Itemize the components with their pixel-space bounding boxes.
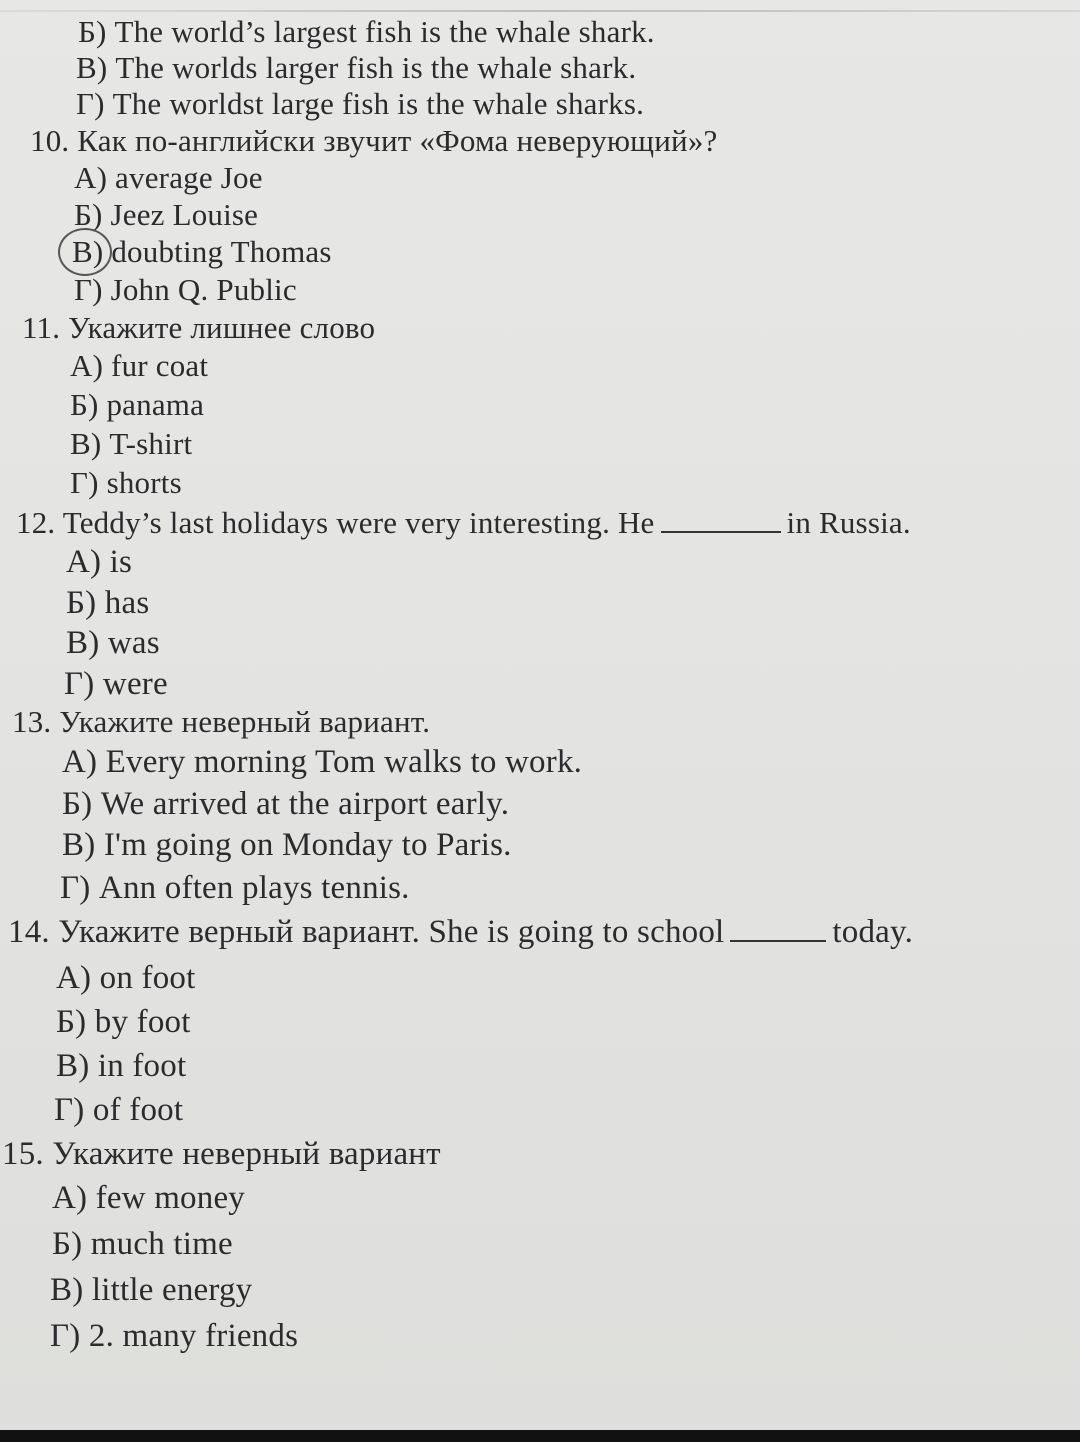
option-line: А) fur coat [70, 348, 209, 383]
answer-blank [730, 910, 826, 942]
option-line: А) is [66, 544, 133, 580]
option-line: В) T-shirt [70, 426, 193, 461]
option-line: Г) of foot [54, 1092, 184, 1128]
option-line: Б) The world’s largest fish is the whale shark. [78, 14, 655, 49]
option-line: Б) We arrived at the airport early. [62, 786, 510, 822]
question-12-text: 12. Teddy’s last holidays were very interesting. He [16, 505, 655, 540]
option-line: Б) Jeez Louise [74, 197, 259, 232]
option-line: Г) were [64, 666, 168, 702]
option-line: Б) by foot [56, 1004, 191, 1040]
question-10: 10. Как по-английски звучит «Фома неверующий»? [30, 123, 718, 158]
option-line: Б) panama [70, 387, 205, 422]
question-14 [8, 910, 913, 950]
option-line: А) few money [52, 1180, 246, 1216]
option-line: Б) much time [52, 1226, 233, 1262]
option-line: Г) John Q. Public [74, 272, 297, 307]
option-line: Г) shorts [70, 465, 182, 500]
photo-bottom-border [0, 1430, 1080, 1442]
question-15: 15. Укажите неверный вариант [2, 1136, 441, 1172]
option-line: Б) has [66, 585, 150, 621]
option-line: Г) The worldst large fish is the whale sharks. [76, 86, 645, 121]
question-13: 13. Укажите неверный вариант. [12, 704, 431, 739]
option-line: В) was [66, 625, 160, 661]
option-line: В) little energy [50, 1272, 253, 1308]
question-14-text: 14. Укажите верный вариант. She is going to school [8, 914, 725, 950]
paper-fold-line [0, 10, 1080, 12]
answer-blank [661, 501, 781, 533]
option-line: В) doubting Thomas [72, 234, 332, 269]
option-line: В) The worlds larger fish is the whale shark. [76, 50, 637, 85]
question-11: 11. Укажите лишнее слово [22, 310, 376, 345]
option-line: А) on foot [56, 960, 196, 996]
option-line: А) average Joe [74, 160, 263, 195]
question-12-tail: in Russia. [786, 505, 911, 540]
option-line: А) Every morning Tom walks to work. [62, 744, 583, 780]
question-14-tail: today. [832, 914, 914, 950]
option-line: Г) 2. many friends [50, 1318, 299, 1354]
option-line: Г) Ann often plays tennis. [60, 870, 410, 906]
option-line: В) I'm going on Monday to Paris. [62, 827, 512, 863]
option-line: В) in foot [56, 1048, 187, 1084]
question-12 [16, 501, 911, 541]
